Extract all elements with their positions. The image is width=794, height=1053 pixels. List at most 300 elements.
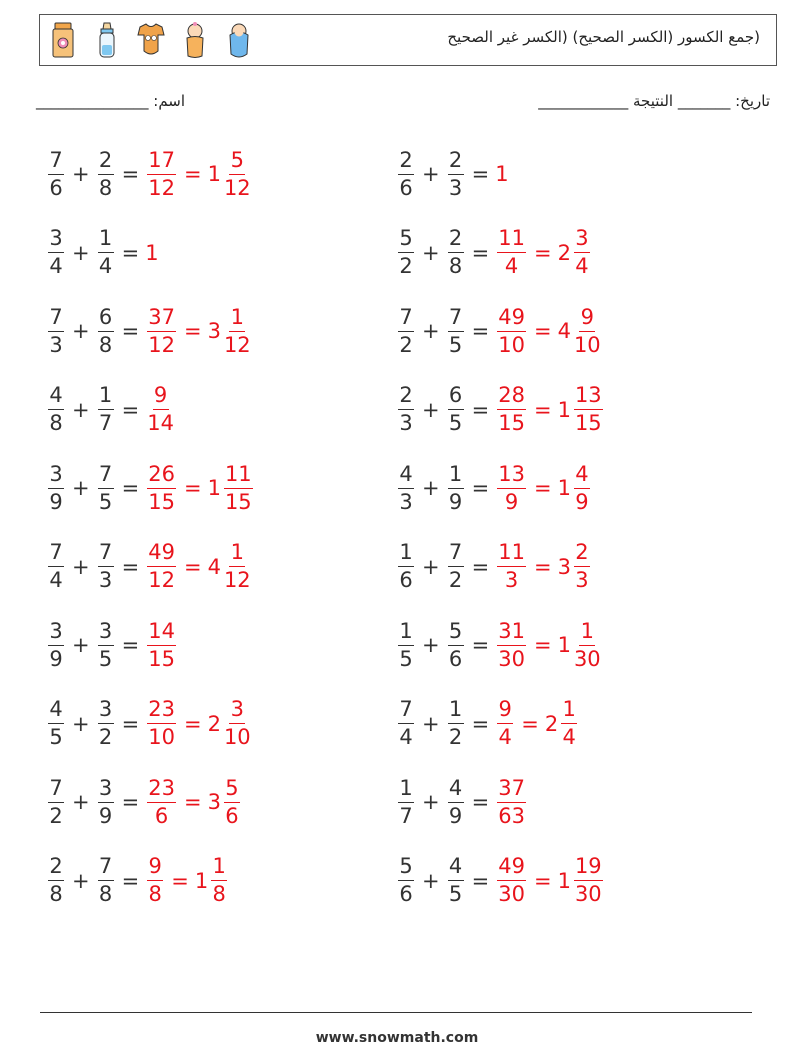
addend-1-denominator: 2 bbox=[399, 332, 413, 357]
problem-item bbox=[46, 770, 242, 834]
answer-improper-denominator: 4 bbox=[498, 725, 512, 749]
addend-1-denominator: 4 bbox=[49, 254, 63, 278]
addend-1-denominator: 2 bbox=[49, 803, 63, 828]
plus-sign: + bbox=[72, 633, 90, 657]
addend-1-numerator: 7 bbox=[48, 307, 64, 332]
addend-2-numerator: 6 bbox=[98, 307, 114, 332]
addend-2 bbox=[448, 618, 464, 671]
answer-improper-denominator: 63 bbox=[498, 803, 525, 828]
equals-sign: = bbox=[471, 240, 490, 265]
plus-sign: + bbox=[422, 633, 440, 657]
answer-improper-denominator: 10 bbox=[498, 332, 525, 357]
addend-2-numerator: 3 bbox=[98, 621, 114, 646]
answer-improper-numerator: 11 bbox=[497, 228, 526, 253]
jar-icon bbox=[48, 21, 78, 59]
answer-mixed-whole: 1 bbox=[194, 868, 209, 893]
addend-1-numerator: 4 bbox=[48, 385, 64, 410]
equals-sign: = bbox=[471, 476, 490, 500]
addend-1-denominator: 3 bbox=[49, 332, 63, 357]
addend-2-denominator: 2 bbox=[448, 725, 463, 749]
addend-2-numerator: 4 bbox=[448, 856, 464, 881]
addend-2-denominator: 5 bbox=[98, 646, 113, 671]
answer-mixed-whole: 3 bbox=[207, 319, 221, 343]
plus-sign: + bbox=[422, 868, 440, 893]
answer-improper-numerator: 49 bbox=[497, 307, 526, 332]
plus-sign: + bbox=[422, 554, 440, 579]
equals-sign: = bbox=[471, 397, 490, 422]
addend-1-denominator: 3 bbox=[399, 489, 413, 514]
answer-improper-numerator: 23 bbox=[147, 778, 176, 803]
answer-mixed-fraction-numerator: 3 bbox=[229, 699, 245, 724]
addend-1-denominator: 8 bbox=[49, 882, 63, 906]
equals-sign: = bbox=[121, 633, 140, 657]
answer-improper bbox=[497, 699, 513, 748]
equals-sign: = bbox=[121, 319, 140, 343]
problem-item bbox=[396, 142, 509, 206]
equals-sign: = bbox=[121, 162, 140, 186]
answer-whole: 1 bbox=[495, 162, 509, 186]
addend-2-denominator: 8 bbox=[98, 175, 113, 200]
addend-2 bbox=[448, 542, 464, 591]
answer-improper bbox=[147, 385, 174, 434]
answer-mixed-fraction bbox=[574, 542, 590, 591]
answer-improper-denominator: 15 bbox=[148, 646, 175, 671]
plus-sign: + bbox=[422, 240, 440, 265]
baby-girl-icon bbox=[180, 21, 210, 59]
footer-divider bbox=[40, 1012, 752, 1013]
onesie-icon bbox=[136, 21, 166, 59]
problem-item bbox=[396, 613, 603, 677]
problem-item bbox=[46, 613, 178, 677]
addend-1 bbox=[398, 228, 414, 277]
addend-2 bbox=[448, 228, 464, 277]
addend-1-numerator: 7 bbox=[48, 778, 64, 803]
answer-mixed-whole: 1 bbox=[557, 397, 571, 422]
answer-mixed-whole: 1 bbox=[557, 633, 571, 657]
answer-mixed-fraction bbox=[223, 304, 251, 357]
answer-improper bbox=[497, 542, 526, 591]
addend-1 bbox=[48, 385, 64, 434]
problem-item bbox=[46, 378, 176, 442]
plus-sign: + bbox=[422, 162, 440, 186]
answer-improper-numerator: 26 bbox=[147, 464, 176, 489]
problem-item bbox=[396, 378, 605, 442]
answer-mixed-fraction-numerator: 1 bbox=[211, 856, 227, 881]
addend-1 bbox=[48, 147, 64, 200]
answer-mixed-fraction bbox=[224, 461, 253, 514]
answer-mixed-fraction bbox=[224, 775, 240, 828]
date-score-field: تاريخ: _______ النتيجة ____________ bbox=[538, 92, 770, 110]
answer-mixed-fraction-numerator: 1 bbox=[229, 307, 245, 332]
addend-2 bbox=[98, 618, 114, 671]
answer-mixed-fraction bbox=[224, 542, 251, 591]
addend-1-denominator: 5 bbox=[399, 646, 413, 671]
addend-1-numerator: 7 bbox=[48, 542, 64, 567]
answer-mixed-whole: 2 bbox=[207, 711, 221, 736]
answer-improper-denominator: 30 bbox=[498, 646, 525, 671]
problem-item bbox=[46, 849, 229, 913]
addend-2 bbox=[448, 461, 464, 514]
equals-sign: = bbox=[121, 711, 140, 736]
answer-mixed-fraction-denominator: 4 bbox=[575, 254, 589, 278]
addend-1 bbox=[398, 461, 414, 514]
answer-improper-denominator: 12 bbox=[148, 175, 175, 200]
answer-improper bbox=[147, 304, 176, 357]
addend-2-numerator: 3 bbox=[98, 699, 114, 724]
answer-mixed-fraction-numerator: 1 bbox=[561, 699, 577, 724]
plus-sign: + bbox=[422, 711, 440, 736]
addend-2 bbox=[448, 856, 464, 905]
answer-improper bbox=[497, 856, 526, 905]
answer-mixed-fraction-denominator: 4 bbox=[562, 725, 576, 749]
answer-improper-numerator: 11 bbox=[497, 542, 526, 567]
equals-sign: = bbox=[183, 319, 202, 343]
equals-sign: = bbox=[471, 554, 490, 579]
answer-improper bbox=[497, 618, 526, 671]
answer-mixed-fraction-denominator: 12 bbox=[223, 332, 251, 357]
answer-improper-denominator: 3 bbox=[504, 568, 519, 592]
plus-sign: + bbox=[72, 240, 90, 265]
page-title: (جمع الكسور (الكسر الصحيح) (الكسر غير الصحيح bbox=[447, 28, 760, 46]
addend-1-numerator: 3 bbox=[48, 228, 64, 253]
equals-sign: = bbox=[121, 240, 140, 265]
answer-improper bbox=[497, 461, 526, 514]
answer-mixed-whole: 2 bbox=[557, 240, 571, 265]
answer-mixed-whole: 1 bbox=[557, 476, 571, 500]
answer-mixed-fraction-numerator: 11 bbox=[224, 464, 253, 489]
problem-item bbox=[396, 692, 579, 756]
plus-sign: + bbox=[422, 397, 440, 422]
plus-sign: + bbox=[72, 476, 90, 500]
problem-item bbox=[396, 849, 605, 913]
addend-2-denominator: 4 bbox=[98, 254, 113, 278]
equals-sign: = bbox=[183, 476, 202, 500]
addend-1-denominator: 6 bbox=[49, 175, 63, 200]
answer-improper-denominator: 15 bbox=[498, 411, 525, 435]
addend-2-denominator: 7 bbox=[98, 411, 113, 435]
answer-improper bbox=[147, 618, 176, 671]
addend-2 bbox=[98, 461, 114, 514]
addend-1-denominator: 4 bbox=[49, 568, 63, 592]
equals-sign: = bbox=[471, 162, 490, 186]
answer-mixed-fraction bbox=[573, 618, 601, 671]
answer-mixed-fraction-denominator: 9 bbox=[575, 489, 589, 514]
answer-improper-numerator: 23 bbox=[147, 699, 176, 724]
answer-improper-numerator: 49 bbox=[497, 856, 526, 881]
addend-2 bbox=[448, 699, 464, 748]
plus-sign: + bbox=[72, 868, 90, 893]
equals-sign: = bbox=[533, 319, 552, 343]
answer-improper-denominator: 8 bbox=[148, 882, 162, 906]
plus-sign: + bbox=[72, 554, 90, 579]
addend-2-numerator: 7 bbox=[98, 542, 114, 567]
addend-2-denominator: 2 bbox=[448, 568, 463, 592]
addend-1-denominator: 4 bbox=[399, 725, 413, 749]
addend-2-denominator: 3 bbox=[448, 175, 463, 200]
addend-1-denominator: 9 bbox=[49, 489, 63, 514]
answer-mixed-fraction bbox=[574, 461, 590, 514]
addend-2 bbox=[448, 775, 464, 828]
addend-2-numerator: 2 bbox=[98, 150, 114, 175]
name-field: اسم: _______________ bbox=[36, 92, 186, 110]
addend-2-numerator: 7 bbox=[98, 464, 114, 489]
addend-1-numerator: 7 bbox=[48, 150, 64, 175]
plus-sign: + bbox=[72, 711, 90, 736]
answer-improper bbox=[497, 775, 526, 828]
addend-2-denominator: 5 bbox=[98, 489, 113, 514]
answer-mixed-fraction-denominator: 3 bbox=[575, 568, 589, 592]
addend-1 bbox=[398, 775, 414, 828]
addend-2 bbox=[98, 147, 114, 200]
answer-mixed-fraction-numerator: 9 bbox=[579, 307, 595, 332]
addend-1-numerator: 1 bbox=[398, 621, 414, 646]
answer-improper-numerator: 17 bbox=[147, 150, 176, 175]
answer-mixed-whole: 4 bbox=[557, 319, 571, 343]
equals-sign: = bbox=[533, 554, 552, 579]
answer-improper bbox=[147, 775, 176, 828]
addend-1 bbox=[48, 618, 64, 671]
addend-1-denominator: 8 bbox=[49, 411, 63, 435]
addend-2-denominator: 8 bbox=[98, 882, 113, 906]
answer-mixed-fraction bbox=[211, 856, 227, 905]
answer-improper-denominator: 4 bbox=[504, 254, 519, 278]
plus-sign: + bbox=[72, 319, 90, 343]
addend-2-numerator: 5 bbox=[448, 621, 464, 646]
header-box bbox=[39, 14, 777, 66]
equals-sign: = bbox=[471, 868, 490, 893]
answer-mixed-fraction bbox=[574, 228, 590, 277]
answer-improper-denominator: 14 bbox=[147, 411, 174, 435]
addend-2 bbox=[98, 699, 114, 748]
equals-sign: = bbox=[171, 868, 189, 893]
answer-mixed-fraction bbox=[223, 147, 251, 200]
addend-2-numerator: 1 bbox=[448, 464, 464, 489]
answer-improper bbox=[497, 228, 526, 277]
answer-mixed-whole: 1 bbox=[557, 868, 571, 893]
answer-mixed-fraction-denominator: 15 bbox=[224, 489, 252, 514]
answer-mixed-fraction-denominator: 12 bbox=[223, 568, 251, 592]
addend-1 bbox=[398, 304, 414, 357]
addend-1 bbox=[398, 618, 414, 671]
plus-sign: + bbox=[72, 397, 90, 422]
addend-1 bbox=[398, 147, 414, 200]
addend-1-denominator: 2 bbox=[399, 254, 413, 278]
answer-improper-numerator: 31 bbox=[497, 621, 526, 646]
answer-mixed-fraction-numerator: 5 bbox=[224, 778, 240, 803]
addend-1-denominator: 3 bbox=[399, 411, 413, 435]
answer-mixed-whole: 3 bbox=[557, 554, 571, 579]
addend-1-denominator: 6 bbox=[399, 568, 413, 592]
problem-item bbox=[46, 456, 255, 520]
answer-mixed-fraction-denominator: 10 bbox=[573, 332, 601, 357]
addend-1 bbox=[398, 699, 414, 748]
answer-mixed-fraction-denominator: 6 bbox=[225, 803, 239, 828]
problem-item bbox=[46, 299, 253, 363]
equals-sign: = bbox=[121, 790, 140, 814]
addend-1-numerator: 4 bbox=[398, 464, 414, 489]
addend-2-numerator: 1 bbox=[98, 385, 114, 410]
answer-mixed-fraction bbox=[561, 699, 577, 748]
swaddled-baby-icon bbox=[224, 21, 254, 59]
answer-improper-numerator: 9 bbox=[497, 699, 513, 724]
answer-improper-denominator: 9 bbox=[504, 489, 519, 514]
addend-2-numerator: 1 bbox=[448, 699, 464, 724]
plus-sign: + bbox=[422, 319, 440, 343]
answer-mixed-fraction-denominator: 12 bbox=[223, 175, 251, 200]
answer-mixed-whole: 1 bbox=[207, 476, 221, 500]
equals-sign: = bbox=[521, 711, 539, 736]
addend-2-numerator: 2 bbox=[448, 150, 464, 175]
answer-mixed-fraction-denominator: 15 bbox=[574, 411, 602, 435]
equals-sign: = bbox=[533, 476, 552, 500]
addend-1-numerator: 2 bbox=[398, 150, 414, 175]
answer-improper bbox=[147, 147, 176, 200]
addend-1-denominator: 6 bbox=[399, 882, 413, 906]
addend-2-numerator: 7 bbox=[448, 307, 464, 332]
problem-item bbox=[396, 221, 592, 285]
problem-item bbox=[396, 299, 603, 363]
equals-sign: = bbox=[183, 790, 202, 814]
answer-improper bbox=[147, 542, 176, 591]
answer-improper-numerator: 14 bbox=[147, 621, 176, 646]
addend-1 bbox=[48, 856, 64, 905]
answer-improper bbox=[147, 699, 176, 748]
answer-improper bbox=[497, 304, 526, 357]
problem-item bbox=[396, 770, 528, 834]
answer-mixed-whole: 1 bbox=[207, 162, 221, 186]
answer-improper-denominator: 6 bbox=[154, 803, 169, 828]
problem-item bbox=[396, 535, 592, 599]
addend-1-numerator: 7 bbox=[398, 307, 414, 332]
answer-improper-denominator: 15 bbox=[148, 489, 175, 514]
addend-2-denominator: 5 bbox=[448, 882, 463, 906]
addend-2-numerator: 3 bbox=[98, 778, 114, 803]
answer-improper-numerator: 9 bbox=[147, 856, 163, 881]
answer-mixed-fraction-numerator: 19 bbox=[574, 856, 603, 881]
addend-2 bbox=[98, 228, 114, 277]
addend-2-denominator: 5 bbox=[448, 411, 463, 435]
equals-sign: = bbox=[471, 633, 490, 657]
addend-2-denominator: 2 bbox=[98, 725, 113, 749]
equals-sign: = bbox=[471, 711, 490, 736]
answer-improper-numerator: 13 bbox=[497, 464, 526, 489]
header-icons bbox=[48, 21, 254, 59]
addend-1 bbox=[398, 542, 414, 591]
answer-mixed-fraction-denominator: 30 bbox=[573, 646, 601, 671]
addend-1 bbox=[48, 542, 64, 591]
addend-1 bbox=[48, 699, 64, 748]
answer-improper-numerator: 37 bbox=[147, 307, 176, 332]
addend-1 bbox=[48, 304, 64, 357]
answer-improper-numerator: 28 bbox=[497, 385, 526, 410]
problem-item bbox=[46, 692, 253, 756]
addend-1-denominator: 9 bbox=[49, 646, 63, 671]
addend-1 bbox=[398, 385, 414, 434]
equals-sign: = bbox=[183, 711, 202, 736]
addend-2 bbox=[448, 304, 464, 357]
answer-mixed-fraction-numerator: 3 bbox=[574, 228, 590, 253]
answer-whole: 1 bbox=[145, 240, 159, 265]
addend-2-numerator: 2 bbox=[448, 228, 464, 253]
addend-2-denominator: 8 bbox=[448, 254, 463, 278]
equals-sign: = bbox=[183, 554, 202, 579]
answer-mixed-fraction bbox=[224, 699, 251, 748]
addend-2 bbox=[448, 385, 464, 434]
equals-sign: = bbox=[533, 868, 552, 893]
plus-sign: + bbox=[422, 476, 440, 500]
footer-url: www.snowmath.com bbox=[315, 1030, 479, 1046]
addend-1-numerator: 2 bbox=[48, 856, 64, 881]
addend-2-denominator: 9 bbox=[448, 489, 463, 514]
addend-1-numerator: 3 bbox=[48, 464, 64, 489]
plus-sign: + bbox=[422, 790, 440, 814]
baby-bottle-icon bbox=[92, 21, 122, 59]
addend-1 bbox=[48, 461, 64, 514]
addend-1 bbox=[48, 775, 64, 828]
answer-mixed-fraction-numerator: 13 bbox=[574, 385, 603, 410]
equals-sign: = bbox=[121, 476, 140, 500]
addend-1-numerator: 2 bbox=[398, 385, 414, 410]
answer-mixed-fraction-numerator: 1 bbox=[229, 542, 245, 567]
addend-2-numerator: 6 bbox=[448, 385, 464, 410]
answer-mixed-fraction-numerator: 2 bbox=[574, 542, 590, 567]
answer-mixed-fraction bbox=[574, 856, 603, 905]
addend-2-denominator: 9 bbox=[98, 803, 113, 828]
answer-mixed-whole: 4 bbox=[207, 554, 221, 579]
addend-1-numerator: 7 bbox=[398, 699, 414, 724]
addend-1-numerator: 4 bbox=[48, 699, 64, 724]
addend-2 bbox=[98, 542, 114, 591]
addend-1-denominator: 5 bbox=[49, 725, 63, 749]
equals-sign: = bbox=[121, 868, 140, 893]
addend-2-denominator: 3 bbox=[98, 568, 113, 592]
answer-improper-denominator: 30 bbox=[498, 882, 525, 906]
addend-2-numerator: 1 bbox=[98, 228, 114, 253]
answer-mixed-whole: 3 bbox=[207, 790, 221, 814]
addend-1-numerator: 5 bbox=[398, 228, 414, 253]
answer-improper-denominator: 12 bbox=[148, 332, 175, 357]
addend-2 bbox=[98, 304, 114, 357]
addend-1 bbox=[48, 228, 64, 277]
problem-item bbox=[396, 456, 592, 520]
problem-item bbox=[46, 221, 159, 285]
answer-mixed-fraction-denominator: 30 bbox=[574, 882, 602, 906]
addend-2-denominator: 8 bbox=[98, 332, 113, 357]
answer-mixed-whole: 2 bbox=[544, 711, 559, 736]
addend-2-numerator: 7 bbox=[98, 856, 114, 881]
addend-2-denominator: 6 bbox=[448, 646, 463, 671]
equals-sign: = bbox=[533, 633, 552, 657]
addend-1-numerator: 1 bbox=[398, 778, 414, 803]
addend-1-denominator: 7 bbox=[399, 803, 413, 828]
answer-mixed-fraction-numerator: 4 bbox=[574, 464, 590, 489]
answer-improper-numerator: 49 bbox=[147, 542, 176, 567]
equals-sign: = bbox=[533, 240, 552, 265]
answer-improper-denominator: 10 bbox=[148, 725, 175, 749]
addend-2 bbox=[98, 775, 114, 828]
answer-improper bbox=[147, 461, 176, 514]
addend-2 bbox=[448, 147, 464, 200]
answer-mixed-fraction-denominator: 10 bbox=[223, 725, 251, 749]
equals-sign: = bbox=[471, 790, 490, 814]
addend-1-denominator: 6 bbox=[399, 175, 413, 200]
problem-item bbox=[46, 535, 253, 599]
answer-improper-numerator: 37 bbox=[497, 778, 526, 803]
addend-1-numerator: 1 bbox=[398, 542, 414, 567]
equals-sign: = bbox=[533, 397, 552, 422]
plus-sign: + bbox=[72, 790, 90, 814]
answer-improper bbox=[497, 385, 526, 434]
